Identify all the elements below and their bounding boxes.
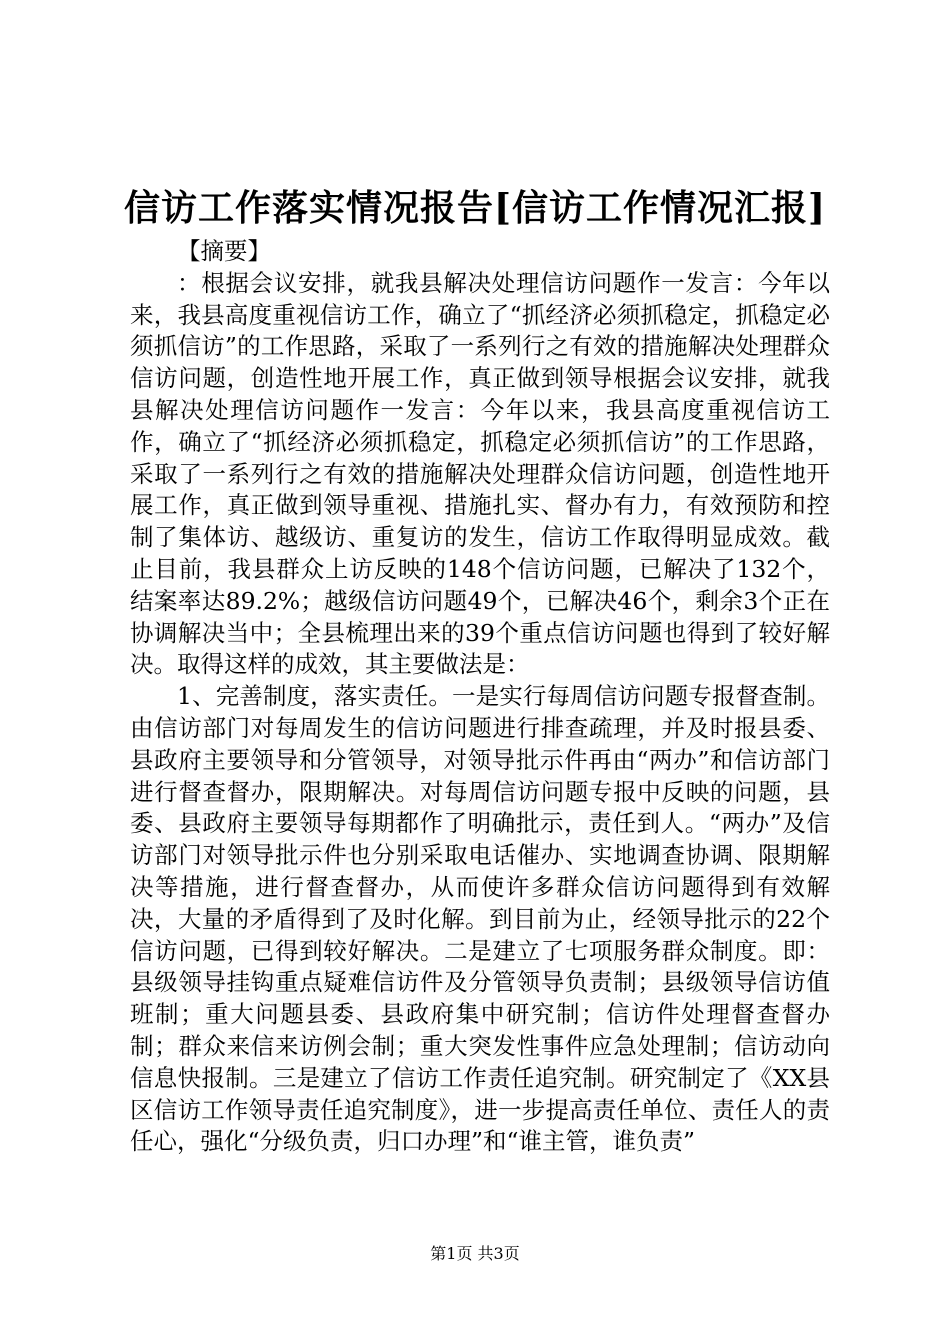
body-paragraph: ：根据会议安排，就我县解决处理信访问题作一发言：今年以来，我县高度重视信访工作，确立了“抓经济必须抓稳定，抓稳定必须抓信访”的工作思路，采取了一系列行之有效的措施解决处理群众信访问题，创造性地开展工作，真正做到领导根据会议安排，就我县解决处理信访问题作一发言：今年以来，我县高度重视信访工作，确立了“抓经济必须抓稳定，抓稳定必须抓信访”的工作思路，采取了一系列行之有效的措施解决处理群众信访问题，创造性地开展工作，真正做到领导重视、措施扎实、督办有力，有效预防和控制了集体访、越级访、重复访的发生，信访工作取得明显成效。截止目前，我县群众上访反映的148个信访问题，已解决了132个，结案率达89.2%；越级信访问题49个，已解决46个，剩余3个正在协调解决当中；全县梳理出来的39个重点信访问题也得到了较好解决。取得这样的成效，其主要做法是： [130, 268, 830, 679]
abstract-label: 【摘要】 [177, 237, 271, 265]
document-title: 信访工作落实情况报告[信访工作情况汇报] [123, 187, 827, 229]
body-paragraph: 1、完善制度，落实责任。一是实行每周信访问题专报督查制。由信访部门对每周发生的信访问题进行排查疏理，并及时报县委、县政府主要领导和分管领导，对领导批示件再由“两办”和信访部门进行督查督办，限期解决。对每周信访问题专报中反映的问题，县委、县政府主要领导每期都作了明确批示，责任到人。“两办”及信访部门对领导批示件也分别采取电话催办、实地调查协调、限期解决等措施，进行督查督办，从而使许多群众信访问题得到有效解决，大量的矛盾得到了及时化解。到目前为止，经领导批示的22个信访问题，已得到较好解决。二是建立了七项服务群众制度。即：县级领导挂钩重点疑难信访件及分管领导负责制；县级领导信访值班制；重大问题县委、县政府集中研究制；信访件处理督查督办制；群众来信来访例会制；重大突发性事件应急处理制；信访动向信息快报制。三是建立了信访工作责任追究制。研究制定了《XX县区信访工作领导责任追究制度》，进一步提高责任单位、责任人的责任心，强化“分级负责，归口办理”和“谁主管，谁负责” [130, 682, 830, 1156]
document-body [130, 236, 830, 1158]
page-footer: 第1页 共3页 [430, 1244, 520, 1263]
